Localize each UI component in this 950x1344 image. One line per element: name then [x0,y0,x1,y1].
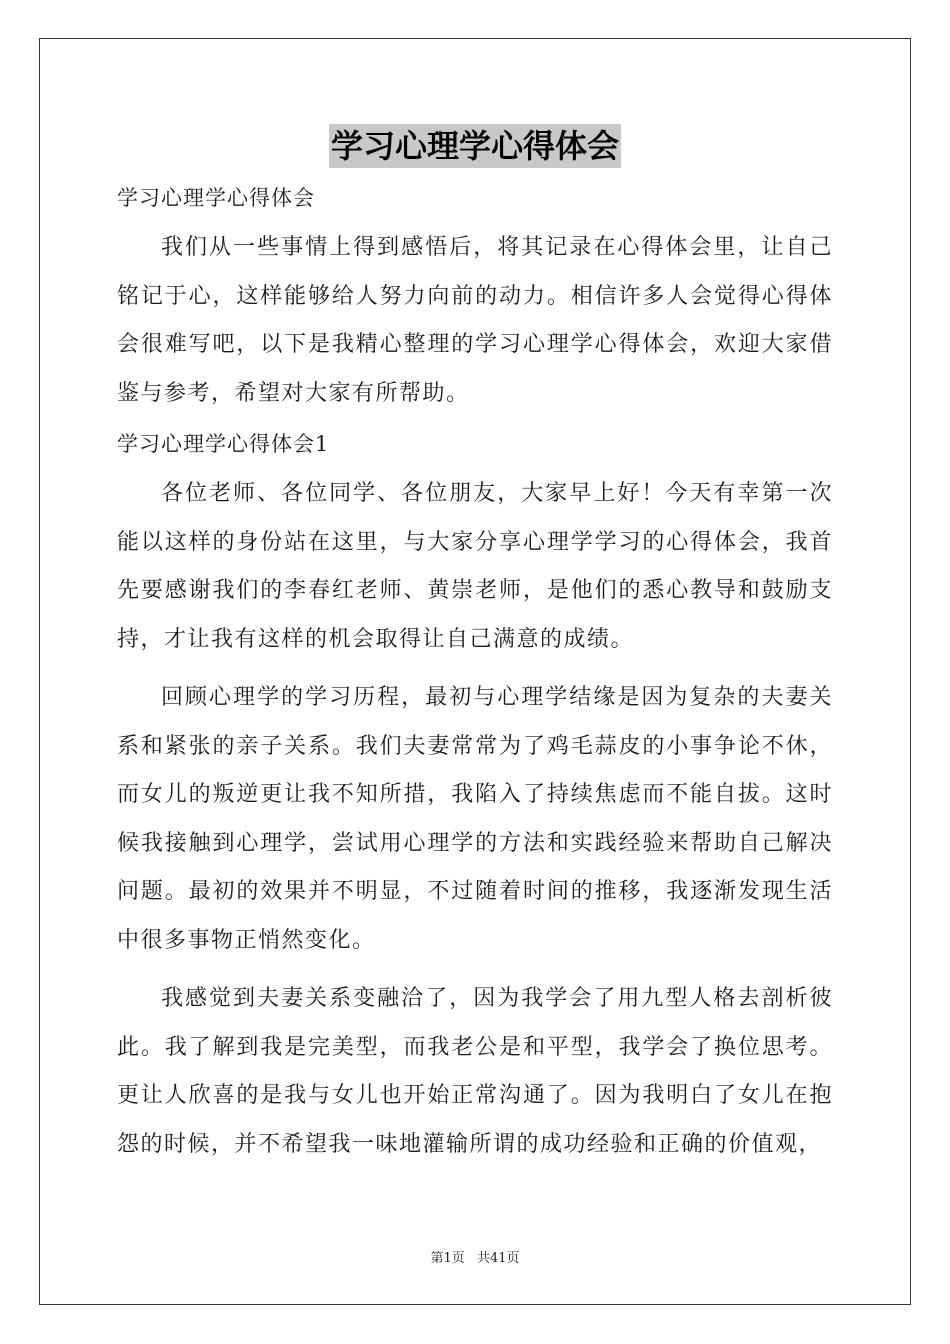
page-footer [0,1247,950,1266]
body-paragraph-2: 回顾心理学的学习历程，最初与心理学结缘是因为复杂的夫妻关系和紧张的亲子关系。我们夫妻常常为了鸡毛蒜皮的小事争论不休，而女儿的叛逆更让我不知所措，我陷入了持续焦虑而不能自拔。这时候我接触到心理学，尝试用心理学的方法和实践经验来帮助自己解决问题。最初的效果并不明显，不过随着时间的推移，我逐渐发现生活中很多事物正悄然变化。 [117,685,833,953]
document-subtitle: 学习心理学心得体会 [117,186,315,210]
intro-paragraph: 我们从一些事情上得到感悟后，将其记录在心得体会里，让自己铭记于心，这样能够给人努力向前的动力。相信许多人会觉得心得体会很难写吧，以下是我精心整理的学习心理学心得体会，欢迎大家借鉴与参考，希望对大家有所帮助。 [117,235,833,406]
section-heading: 学习心理学心得体会1 [117,432,330,456]
body-paragraph-1: 各位老师、各位同学、各位朋友，大家早上好！今天有幸第一次能以这样的身份站在这里，与大家分享心理学学习的心得体会，我首先要感谢我们的李春红老师、黄崇老师，是他们的悉心教导和鼓励支持，才让我有这样的机会取得让自己满意的成绩。 [117,481,833,652]
document-body [117,180,833,1169]
page-number: 第1页 [430,1251,465,1266]
document-title: 学习心理学心得体会 [329,124,621,168]
title-container [0,124,950,168]
body-paragraph-3: 我感觉到夫妻关系变融洽了，因为我学会了用九型人格去剖析彼此。我了解到我是完美型，而我老公是和平型，我学会了换位思考。更让人欣喜的是我与女儿也开始正常沟通了。因为我明白了女儿在抱怨的时候，并不希望我一味地灌输所谓的成功经验和正确的价值观， [117,986,833,1157]
total-pages: 共41页 [476,1251,520,1266]
